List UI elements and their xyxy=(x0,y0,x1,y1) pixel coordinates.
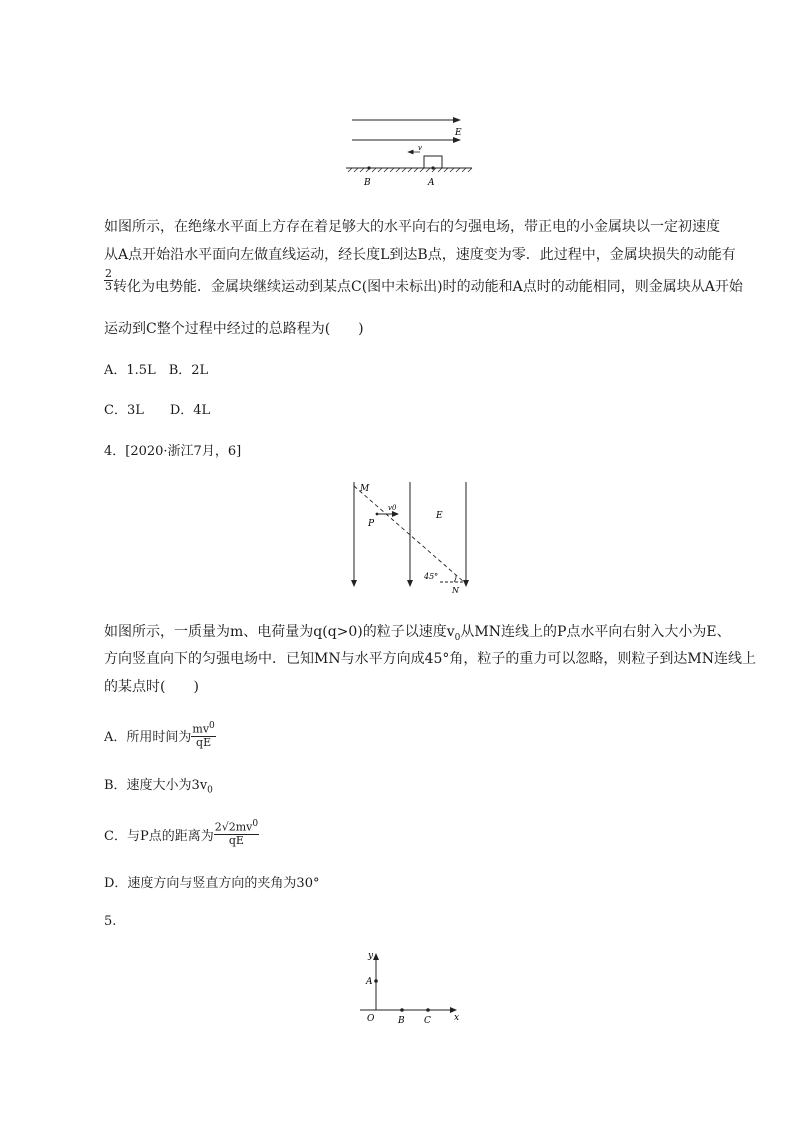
q4-line-1 xyxy=(104,621,731,643)
q4-option-a xyxy=(104,721,216,749)
q4-option-c-num-text: 2√2mv xyxy=(214,820,253,834)
q5-header: 5. xyxy=(104,914,117,929)
point-label-A: A xyxy=(428,178,435,188)
q4-line-1-b: 从MN连线上的P点水平向右射入大小为E、 xyxy=(460,624,731,640)
point-label-B: B xyxy=(364,178,371,188)
q4-option-c-num xyxy=(214,818,259,835)
q4-option-b-sub: 0 xyxy=(207,785,213,796)
q3-fraction-num: 2 xyxy=(105,266,112,280)
q4-line-1-sub: 0 xyxy=(454,632,461,643)
q4-header: 4．[2020·浙江7月，6] xyxy=(104,444,242,459)
axis-label-x: x xyxy=(454,1013,460,1023)
q4-option-b-text: B．速度大小为3v xyxy=(104,778,208,793)
q3-options-ab: A．1.5L B．2L xyxy=(104,363,209,378)
point-label-M: M xyxy=(360,484,370,494)
q4-line-3: 的某点时( ) xyxy=(104,679,199,695)
q4-option-a-fraction xyxy=(191,720,215,749)
q3-fraction-den: 3 xyxy=(105,279,112,293)
point-label-C: C xyxy=(424,1016,431,1026)
q3-line-3-text: 转化为电势能．金属块继续运动到某点C(图中未标出)时的动能和A点时的动能相同，则金属块从A开始 xyxy=(113,279,743,295)
q3-line-3 xyxy=(104,266,743,296)
velocity-label-v0: v0 xyxy=(388,504,397,512)
q4-line-1-a: 如图所示，一质量为m、电荷量为q(q>0)的粒子以速度v xyxy=(104,624,455,640)
q4-option-c-fraction xyxy=(214,818,259,847)
q3-options-cd: C．3L D．4L xyxy=(104,403,211,418)
q4-option-a-num-sup: 0 xyxy=(209,721,215,732)
q3-fraction xyxy=(104,268,113,293)
metal-block xyxy=(424,156,442,168)
point-label-N: N xyxy=(452,586,459,595)
axis-label-y: y xyxy=(368,951,374,961)
q4-option-d: D．速度方向与竖直方向的夹角为30° xyxy=(104,876,320,891)
field-label-E: E xyxy=(436,511,443,521)
origin-label-O: O xyxy=(367,1014,375,1024)
point-label-A: A xyxy=(366,977,373,987)
q3-line-1: 如图所示，在绝缘水平面上方存在着足够大的水平向右的匀强电场，带正电的小金属块以一定初速度 xyxy=(104,219,720,235)
q4-option-c-text: C．与P点的距离为 xyxy=(104,829,214,844)
point-label-P: P xyxy=(368,519,375,529)
q4-option-a-num-text: mv xyxy=(192,722,210,736)
velocity-label: v xyxy=(418,144,422,152)
angle-label: 45° xyxy=(424,572,439,581)
figure-particle-in-field xyxy=(340,478,480,596)
q3-line-2: 从A点开始沿水平面向左做直线运动，经长度L到达B点，速度变为零．此过程中，金属块损失的动能有 xyxy=(104,247,736,263)
figure-coordinate-axes xyxy=(356,948,466,1026)
q4-option-a-den: qE xyxy=(196,735,212,749)
q4-option-a-text: A．所用时间为 xyxy=(104,730,192,745)
q4-option-a-num xyxy=(191,720,215,737)
q3-line-4: 运动到C整个过程中经过的总路程为( ) xyxy=(104,321,364,337)
q4-line-2: 方向竖直向下的匀强电场中．已知MN与水平方向成45°角，粒子的重力可以忽略，则粒子到达MN连线上 xyxy=(104,651,756,667)
q4-option-c-num-sup: 0 xyxy=(252,819,259,830)
field-label-E: E xyxy=(455,128,462,138)
q4-option-c-den: qE xyxy=(228,833,244,847)
q4-option-c xyxy=(104,819,259,847)
q4-option-b xyxy=(104,774,213,796)
point-label-B: B xyxy=(398,1016,405,1026)
figure-electric-field-block xyxy=(340,114,480,190)
